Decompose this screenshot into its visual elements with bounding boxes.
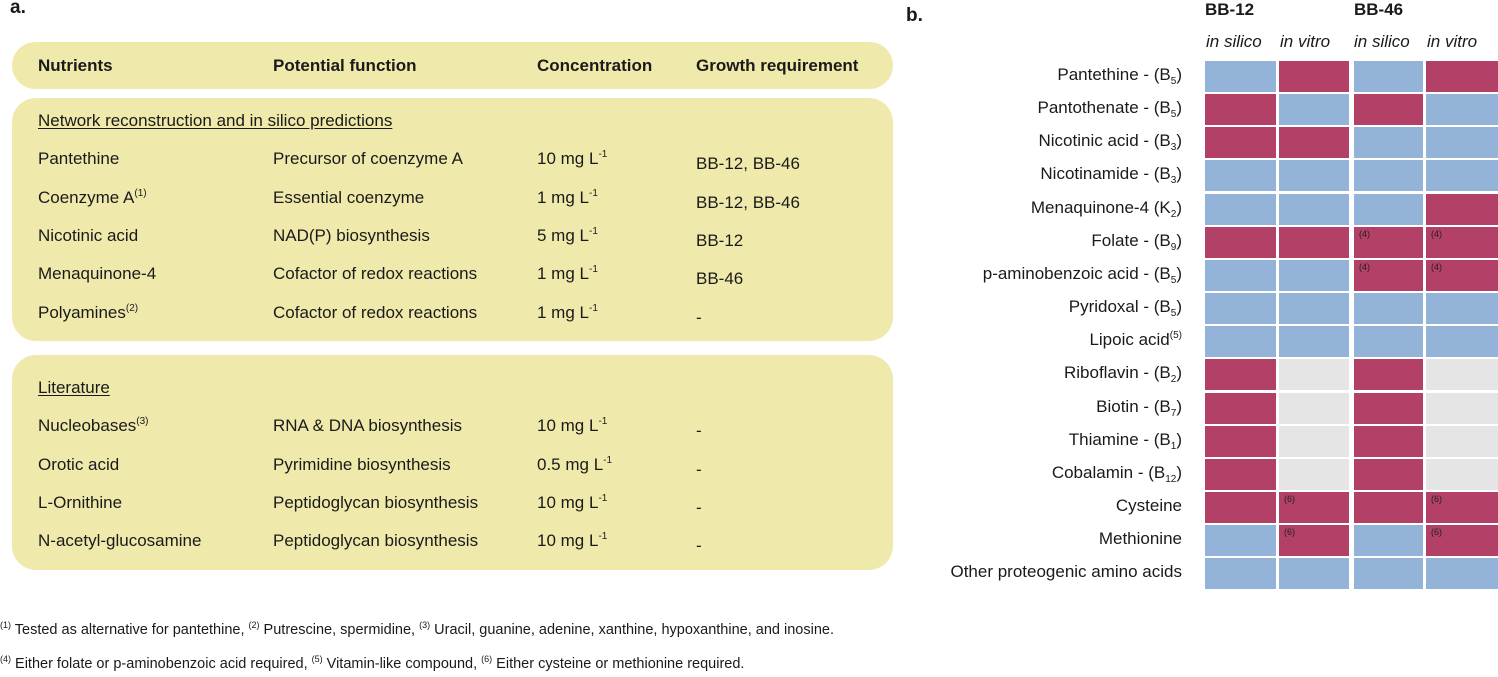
- heatmap-cell: [1205, 61, 1276, 92]
- heatmap-cell: [1205, 326, 1276, 357]
- heatmap-cell: [1426, 127, 1498, 158]
- heatmap-cell: [1279, 492, 1349, 523]
- heatmap-cell: [1205, 558, 1276, 589]
- heatmap-cell: [1354, 94, 1423, 125]
- nutrient-concentration: 0.5 mg $L^{-1}$: [537, 454, 613, 474]
- heatmap-cell: [1205, 160, 1276, 191]
- heatmap-row-label: Nicotinic acid - $(B_3)$: [1038, 131, 1182, 154]
- method-header-bb12-silico: in silico: [1206, 32, 1262, 51]
- cell-footnote-ref: (6): [1284, 493, 1295, 504]
- heatmap-cell: [1279, 293, 1349, 324]
- growth-requirement: -: [696, 307, 702, 327]
- subscript: 3: [1170, 142, 1177, 154]
- column-header-concentration: Concentration: [537, 56, 653, 75]
- heatmap-cell: [1279, 393, 1349, 424]
- heatmap-cell: [1279, 260, 1349, 291]
- growth-requirement: -: [696, 536, 702, 556]
- method-header-bb46-silico: in silico: [1354, 32, 1410, 51]
- heatmap-cell: [1354, 359, 1423, 390]
- heatmap-cell: [1205, 127, 1276, 158]
- nutrient-name: N-acetyl-glucosamine: [38, 531, 202, 551]
- subscript: 7: [1170, 407, 1177, 419]
- nutrient-function: Precursor of coenzyme A: [273, 149, 463, 169]
- heatmap-cell: [1279, 94, 1349, 125]
- heatmap-row-label: Pantothenate - $(B_5)$: [1037, 98, 1182, 121]
- growth-requirement: BB-46: [696, 269, 744, 289]
- cell-footnote-ref: (6): [1431, 493, 1442, 504]
- heatmap-cell: [1426, 260, 1498, 291]
- heatmap-cell: [1426, 393, 1498, 424]
- panel-a-label: a.: [10, 0, 26, 18]
- subscript: 5: [1170, 109, 1177, 121]
- heatmap-row-label: Lipoic acid$^{(5)}$: [1089, 330, 1182, 350]
- heatmap-cell: [1205, 525, 1276, 556]
- heatmap-cell: [1205, 293, 1276, 324]
- growth-requirement: -: [696, 459, 702, 479]
- footnote-mark: (1): [0, 620, 11, 630]
- heatmap-row-label: Pantethine - $(B_5)$: [1057, 65, 1182, 87]
- nutrient-concentration: 1 mg $L^{-1}$: [537, 264, 598, 284]
- subscript: 9: [1170, 241, 1177, 253]
- nutrient-concentration: 10 mg $L^{-1}$: [537, 492, 608, 512]
- cell-footnote-ref: (4): [1359, 228, 1370, 239]
- heatmap-row-label: Other proteogenic amino acids: [950, 562, 1182, 582]
- footnote-mark: (3): [419, 620, 431, 630]
- heatmap-cell: [1354, 558, 1423, 589]
- heatmap-row-label: Riboflavin - $(B_2)$: [1064, 363, 1182, 386]
- panel-b-label: b.: [906, 5, 923, 26]
- nutrient-concentration: 10 mg $L^{-1}$: [537, 149, 608, 169]
- subscript: 5: [1170, 308, 1177, 320]
- nutrient-name: Coenzyme $A^{(1)}$: [38, 187, 147, 207]
- heatmap-cell: [1205, 393, 1276, 424]
- footnote-mark: (6): [481, 654, 493, 664]
- nutrient-function: RNA & DNA biosynthesis: [273, 416, 462, 436]
- growth-requirement: BB-12: [696, 230, 744, 250]
- subscript: 2: [1170, 374, 1177, 386]
- section-title: Literature: [38, 378, 110, 397]
- heatmap-cell: [1354, 326, 1423, 357]
- heatmap-cell: [1205, 194, 1276, 225]
- nutrient-concentration: 1 mg $L^{-1}$: [537, 187, 598, 207]
- cell-footnote-ref: (6): [1431, 527, 1442, 538]
- cell-footnote-ref: (6): [1284, 527, 1295, 538]
- heatmap-cell: [1354, 260, 1423, 291]
- heatmap-cell: [1279, 426, 1349, 457]
- growth-requirement: -: [696, 497, 702, 517]
- nutrient-name: Nucleobases$^{(3)}$: [38, 416, 149, 436]
- heatmap-cell: [1426, 558, 1498, 589]
- heatmap-cell: [1426, 492, 1498, 523]
- unit-exponent: -1: [598, 531, 608, 543]
- heatmap-cell: [1205, 94, 1276, 125]
- heatmap-cell: [1205, 227, 1276, 258]
- heatmap-row-label: Cysteine: [1115, 495, 1182, 515]
- nutrient-name: Polyamines$^{(2)}$: [38, 302, 139, 322]
- heatmap-cell: [1279, 61, 1349, 92]
- heatmap-cell: [1354, 525, 1423, 556]
- heatmap-cell: [1279, 359, 1349, 390]
- heatmap-cell: [1279, 459, 1349, 490]
- heatmap-cell: [1426, 359, 1498, 390]
- heatmap-cell: [1279, 525, 1349, 556]
- nutrient-function: Essential coenzyme: [273, 187, 425, 207]
- heatmap-row-label: Thiamine - $(B_1)$: [1068, 429, 1182, 452]
- nutrient-function: Cofactor of redox reactions: [273, 302, 478, 322]
- heatmap-cell: [1354, 393, 1423, 424]
- footnote-mark: (4): [0, 654, 11, 664]
- heatmap-cell: [1426, 194, 1498, 225]
- heatmap-cell: [1205, 492, 1276, 523]
- heatmap-cell: [1354, 194, 1423, 225]
- nutrient-name: Menaquinone-4: [38, 264, 157, 284]
- nutrient-name: Pantethine: [38, 149, 120, 169]
- strain-header-bb12: BB-12: [1205, 0, 1255, 19]
- heatmap-cell: [1279, 227, 1349, 258]
- heatmap-cell: [1205, 426, 1276, 457]
- nutrient-name: L-Ornithine: [38, 492, 123, 512]
- growth-requirement: BB-12, BB-46: [696, 192, 800, 212]
- footnote-ref: (2): [125, 302, 139, 314]
- nutrient-function: Cofactor of redox reactions: [273, 264, 478, 284]
- subscript: 3: [1170, 175, 1177, 187]
- unit-exponent: -1: [588, 225, 598, 237]
- section-title: Network reconstruction and in silico predictions: [38, 111, 393, 130]
- footnote-ref: (1): [134, 187, 147, 199]
- heatmap-cell: [1426, 293, 1498, 324]
- heatmap-row-label: p-aminobenzoic acid - $(B_5)$: [982, 263, 1182, 286]
- nutrient-concentration: 5 mg $L^{-1}$: [537, 225, 598, 245]
- heatmap-cell: [1354, 127, 1423, 158]
- heatmap-cell: [1279, 558, 1349, 589]
- heatmap-cell: [1205, 359, 1276, 390]
- column-header-requirement: Growth requirement: [696, 56, 859, 75]
- heatmap-cell: [1426, 61, 1498, 92]
- unit-exponent: -1: [603, 454, 613, 466]
- unit-exponent: -1: [588, 264, 598, 276]
- footnote-mark: (5): [311, 654, 323, 664]
- strain-header-bb46: BB-46: [1354, 0, 1404, 19]
- unit-exponent: -1: [588, 302, 598, 314]
- unit-exponent: -1: [598, 416, 608, 428]
- heatmap-row-label: Cobalamin - $(B_{12})$: [1051, 462, 1182, 485]
- heatmap-cell: [1426, 326, 1498, 357]
- heatmap-cell: [1354, 492, 1423, 523]
- heatmap-cell: [1426, 160, 1498, 191]
- heatmap-cell: [1354, 61, 1423, 92]
- growth-requirement: BB-12, BB-46: [696, 154, 800, 174]
- unit-exponent: -1: [598, 149, 608, 161]
- heatmap-cell: [1205, 459, 1276, 490]
- nutrient-name: Orotic acid: [38, 454, 120, 474]
- method-header-bb12-vitro: in vitro: [1280, 32, 1331, 51]
- growth-requirement: -: [696, 421, 702, 441]
- heatmap-cell: [1426, 426, 1498, 457]
- heatmap-cell: [1426, 525, 1498, 556]
- heatmap-cell: [1426, 227, 1498, 258]
- heatmap-cell: [1354, 293, 1423, 324]
- footnote-ref: (3): [136, 416, 149, 428]
- footnote-mark: (2): [248, 620, 260, 630]
- heatmap-cell: [1205, 260, 1276, 291]
- nutrient-function: NAD(P) biosynthesis: [273, 225, 430, 245]
- column-header-function: Potential function: [273, 56, 417, 75]
- heatmap-cell: [1354, 227, 1423, 258]
- heatmap-row-label: Menaquinone-4 $(K_2)$: [1030, 197, 1182, 220]
- heatmap-cell: [1426, 94, 1498, 125]
- heatmap-row-label: Biotin - $(B_7)$: [1096, 396, 1182, 419]
- nutrient-concentration: 10 mg $L^{-1}$: [537, 531, 608, 551]
- nutrient-function: Peptidoglycan biosynthesis: [273, 492, 479, 512]
- heatmap-row-label: Folate - $(B_9)$: [1091, 230, 1182, 253]
- column-header-nutrients: Nutrients: [38, 56, 113, 75]
- heatmap-row-label: Nicotinamide - $(B_3)$: [1040, 164, 1182, 187]
- subscript: 2: [1170, 208, 1177, 220]
- cell-footnote-ref: (4): [1359, 261, 1370, 272]
- unit-exponent: -1: [598, 492, 608, 504]
- nutrient-concentration: 10 mg $L^{-1}$: [537, 416, 608, 436]
- heatmap-cell: [1354, 426, 1423, 457]
- footnote-ref: (5): [1169, 330, 1182, 342]
- heatmap-cell: [1279, 326, 1349, 357]
- heatmap-cell: [1279, 160, 1349, 191]
- cell-footnote-ref: (4): [1431, 228, 1442, 239]
- subscript: 5: [1170, 274, 1177, 286]
- cell-footnote-ref: (4): [1431, 261, 1442, 272]
- heatmap-row-label: Methionine: [1098, 529, 1182, 549]
- subscript: 12: [1165, 473, 1177, 485]
- heatmap-cell: [1279, 194, 1349, 225]
- subscript: 5: [1170, 76, 1177, 87]
- heatmap-cell: [1354, 459, 1423, 490]
- heatmap-row-label: Pyridoxal - $(B_5)$: [1068, 297, 1182, 320]
- nutrient-function: Pyrimidine biosynthesis: [273, 454, 451, 474]
- nutrient-function: Peptidoglycan biosynthesis: [273, 531, 479, 551]
- footnote-line: $^{(1)}$ Tested as alternative for pantethine, $^{(2)}$ Putrescine, spermidine, $^{(3)}$ Uracil, guanine, adenine, xanthine, hypoxanthine, and inosine.: [0, 620, 834, 638]
- heatmap-cell: [1279, 127, 1349, 158]
- footnote-line: $^{(4)}$ Either folate or p-aminobenzoic acid required, $^{(5)}$ Vitamin-like compound, $^{(6)}$ Either cysteine or methionine required.: [0, 654, 745, 672]
- nutrient-concentration: 1 mg $L^{-1}$: [537, 302, 598, 322]
- method-header-bb46-vitro: in vitro: [1427, 32, 1478, 51]
- subscript: 1: [1170, 440, 1177, 452]
- unit-exponent: -1: [588, 187, 598, 199]
- heatmap-cell: [1354, 160, 1423, 191]
- heatmap-cell: [1426, 459, 1498, 490]
- nutrient-name: Nicotinic acid: [38, 225, 139, 245]
